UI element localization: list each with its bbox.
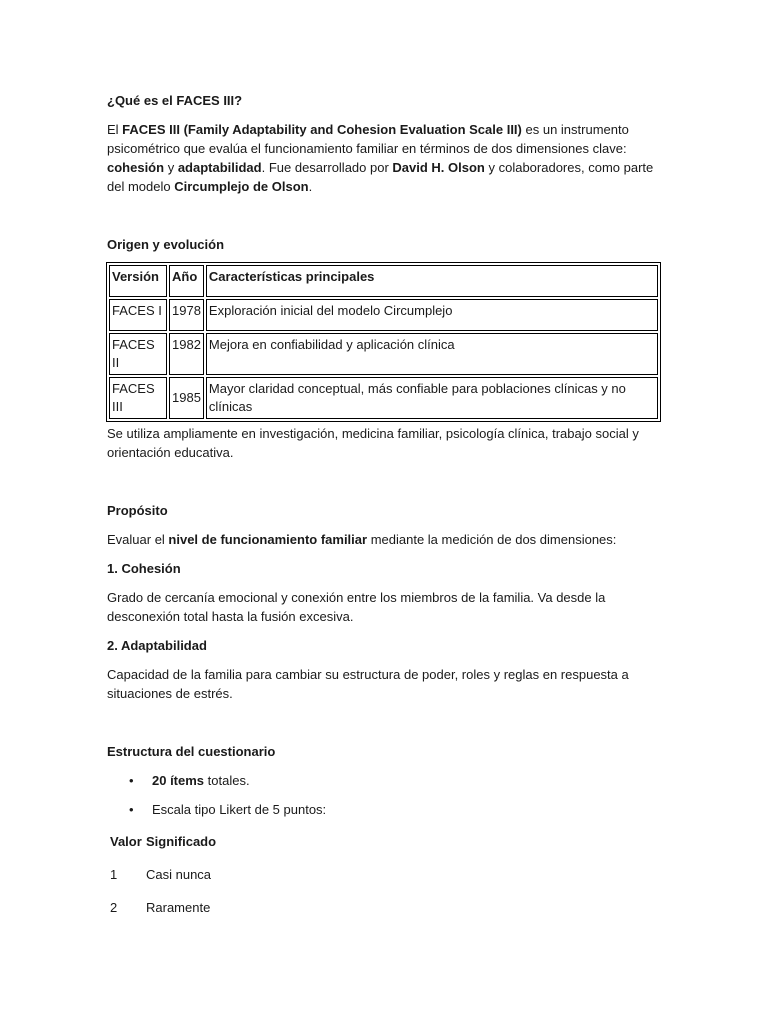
table-header-cell: Características principales bbox=[206, 265, 658, 297]
likert-header-row bbox=[110, 832, 216, 851]
versions-table bbox=[106, 262, 661, 422]
intro-text-6: . bbox=[308, 179, 313, 194]
likert-row bbox=[110, 865, 216, 884]
document-page bbox=[107, 91, 662, 917]
likert-row bbox=[110, 898, 216, 917]
section-title-origin: Origen y evolución bbox=[107, 237, 225, 252]
likert-cell: Raramente bbox=[146, 900, 211, 915]
cohesion-paragraph: Grado de cercanía emocional y conexión entre los miembros de la familia. Va desde la desconexión total hasta la fusión excesiva. bbox=[107, 590, 606, 624]
section-title-structure: Estructura del cuestionario bbox=[107, 744, 276, 759]
item-text: Escala tipo Likert de 5 puntos: bbox=[152, 802, 327, 817]
intro-bold-model: Circumplejo de Olson bbox=[174, 179, 309, 194]
purpose-text-1: Evaluar el bbox=[107, 532, 169, 547]
item-text: totales. bbox=[204, 773, 250, 788]
table-cell: 1982 bbox=[169, 333, 204, 375]
list-item bbox=[107, 771, 662, 790]
table-cell: FACES III bbox=[109, 377, 167, 419]
subsection-title-adaptability: 2. Adaptabilidad bbox=[107, 638, 207, 653]
likert-cell: 1 bbox=[110, 867, 118, 882]
likert-cell: Casi nunca bbox=[146, 867, 212, 882]
section-title-what-is: ¿Qué es el FACES III? bbox=[107, 93, 243, 108]
purpose-paragraph bbox=[107, 530, 662, 549]
table-cell: Mejora en confiabilidad y aplicación clínica bbox=[206, 333, 658, 375]
table-cell: Exploración inicial del modelo Circumplejo bbox=[206, 299, 658, 331]
intro-text-4: . Fue desarrollado por bbox=[261, 160, 393, 175]
bullet-icon: • bbox=[129, 802, 134, 817]
table-row bbox=[109, 299, 658, 331]
intro-bold-cohesion: cohesión bbox=[107, 160, 165, 175]
table-row bbox=[109, 333, 658, 375]
table-header-cell: Año bbox=[169, 265, 204, 297]
intro-bold-adaptability: adaptabilidad bbox=[177, 160, 262, 175]
table-cell: FACES II bbox=[109, 333, 167, 375]
likert-row bbox=[110, 851, 216, 865]
intro-bold-faces: FACES III (Family Adaptability and Cohesion Evaluation Scale III) bbox=[122, 122, 522, 137]
intro-bold-olson: David H. Olson bbox=[392, 160, 485, 175]
intro-text-1: El bbox=[107, 122, 123, 137]
intro-text-3: y bbox=[164, 160, 178, 175]
table-cell: 1985 bbox=[169, 377, 204, 419]
table-header-row bbox=[109, 265, 658, 297]
likert-cell: 2 bbox=[110, 900, 118, 915]
section-title-purpose: Propósito bbox=[107, 503, 168, 518]
likert-header-cell: Significado bbox=[146, 834, 217, 849]
purpose-bold: nivel de funcionamiento familiar bbox=[168, 532, 368, 547]
intro-paragraph bbox=[107, 120, 662, 196]
usage-paragraph: Se utiliza ampliamente en investigación, medicina familiar, psicología clínica, trabajo social y orientación educativa. bbox=[107, 426, 639, 460]
table-header-cell: Versión bbox=[109, 265, 167, 297]
structure-list bbox=[107, 771, 662, 819]
table-row bbox=[109, 377, 658, 419]
table-cell: FACES I bbox=[109, 299, 167, 331]
likert-table bbox=[110, 832, 216, 917]
intro-text-2: es un instrumento psicométrico que evalúa el funcionamiento familiar en términos de dos dimensiones clave: bbox=[107, 122, 629, 156]
likert-row bbox=[110, 884, 216, 898]
adaptability-paragraph: Capacidad de la familia para cambiar su estructura de poder, roles y reglas en respuesta a situaciones de estrés. bbox=[107, 667, 629, 701]
item-bold: 20 ítems bbox=[152, 773, 205, 788]
list-item bbox=[107, 800, 662, 819]
subsection-title-cohesion: 1. Cohesión bbox=[107, 561, 181, 576]
intro-text-5: y colaboradores, como parte del modelo bbox=[107, 160, 654, 194]
bullet-icon: • bbox=[129, 773, 134, 788]
table-cell: 1978 bbox=[169, 299, 204, 331]
likert-header-cell: Valor bbox=[110, 834, 142, 849]
table-cell: Mayor claridad conceptual, más confiable para poblaciones clínicas y no clínicas bbox=[206, 377, 658, 419]
purpose-text-2: mediante la medición de dos dimensiones: bbox=[367, 532, 617, 547]
